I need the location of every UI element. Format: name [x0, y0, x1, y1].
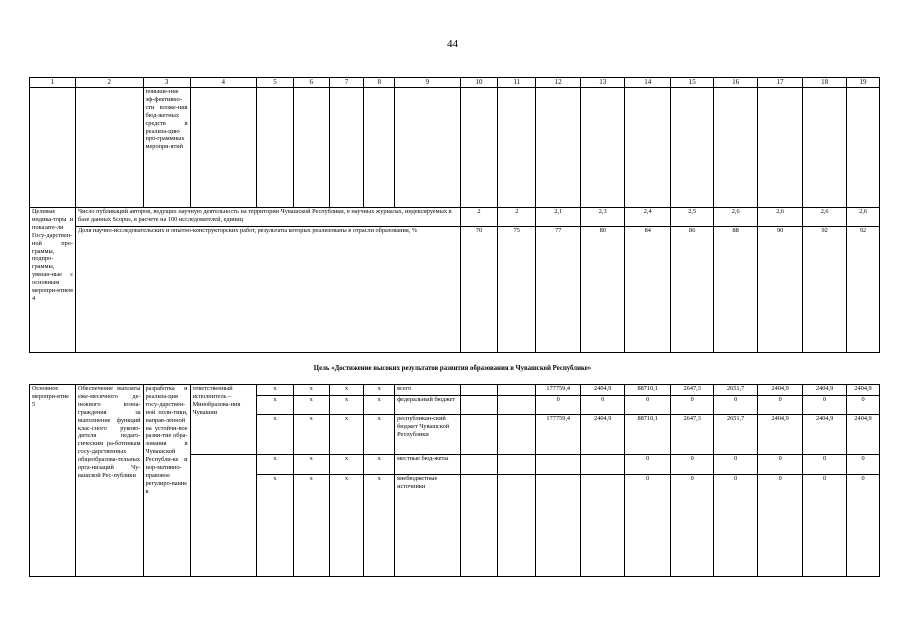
- header-cell: 10: [460, 78, 498, 88]
- indicator-value: 92: [847, 227, 880, 353]
- finance-value: 0: [714, 455, 758, 475]
- indicator-value: 2,1: [536, 208, 581, 227]
- x-mark: x: [293, 455, 329, 475]
- x-mark: x: [329, 475, 364, 577]
- indicator-value: 86: [671, 227, 714, 353]
- indicator-value: 2,6: [803, 208, 847, 227]
- x-mark: x: [293, 385, 329, 396]
- indicator-row: [30, 208, 880, 227]
- finance-value: 0: [581, 396, 625, 415]
- finance-value: 0: [847, 396, 880, 415]
- header-cell: 19: [847, 78, 880, 88]
- header-cell: 1: [30, 78, 76, 88]
- finance-value: 0: [536, 396, 581, 415]
- indicator-value: 80: [581, 227, 625, 353]
- x-mark: x: [329, 415, 364, 455]
- indicators-table: [29, 77, 880, 353]
- finance-value: 0: [671, 455, 714, 475]
- finance-value: [536, 455, 581, 475]
- finance-value: 0: [758, 475, 803, 577]
- header-cell: 4: [190, 78, 256, 88]
- activity-goal-link: разработка и реализа-ция госу-дарствен-ной поли-тики, направ-ленной на устойчи-вое разви-тие обра-зования в Чувашской Республи-ке и нор-мативно-правовое регулиро-вание в: [143, 385, 190, 577]
- header-cell: 5: [257, 78, 294, 88]
- finance-value: 2647,3: [671, 385, 714, 396]
- finance-value: 2404,9: [803, 385, 847, 396]
- header-cell: 15: [671, 78, 714, 88]
- indicator-value: 90: [758, 227, 803, 353]
- page-number: 44: [447, 38, 458, 50]
- indicator-value: 88: [714, 227, 758, 353]
- x-mark: x: [257, 415, 294, 455]
- activity-executor: ответственный исполнитель – Минобразова-ния Чувашии: [190, 385, 256, 455]
- indicator-value: 77: [536, 227, 581, 353]
- x-mark: x: [293, 415, 329, 455]
- finance-row: [30, 385, 880, 396]
- indicator-value: 70: [460, 227, 498, 353]
- header-cell: 6: [293, 78, 329, 88]
- header-cell: 14: [625, 78, 671, 88]
- finance-source: внебюджетные источники: [395, 475, 460, 577]
- finance-value: 2404,9: [847, 385, 880, 396]
- finance-source: республикан-ский бюджет Чувашской Республики: [395, 415, 460, 455]
- finance-value: 0: [758, 396, 803, 415]
- finance-value: 0: [847, 455, 880, 475]
- indicator-text: Доля научно-исследовательских и опытно-конструкторских работ, результаты которых реализованы в отрасли образования, %: [76, 227, 461, 353]
- finance-value: 0: [625, 475, 671, 577]
- x-mark: x: [293, 396, 329, 415]
- header-cell: 12: [536, 78, 581, 88]
- x-mark: x: [329, 385, 364, 396]
- header-cell: 9: [395, 78, 460, 88]
- finance-value: 0: [625, 396, 671, 415]
- finance-value: 2651,7: [714, 415, 758, 455]
- header-cell: 3: [143, 78, 190, 88]
- finance-value: 2647,3: [671, 415, 714, 455]
- finance-value: 0: [714, 475, 758, 577]
- indicator-value: 84: [625, 227, 671, 353]
- indicator-value: 2,4: [625, 208, 671, 227]
- finance-value: 88710,1: [625, 385, 671, 396]
- x-mark: x: [364, 455, 395, 475]
- header-cell: 11: [498, 78, 536, 88]
- x-mark: x: [364, 415, 395, 455]
- finance-value: 2404,9: [803, 415, 847, 455]
- finance-value: [581, 455, 625, 475]
- indicator-value: 2: [460, 208, 498, 227]
- finance-value: 0: [625, 455, 671, 475]
- finance-value: 0: [671, 475, 714, 577]
- x-mark: x: [257, 455, 294, 475]
- continuation-text: повыше-ние эф-фективно-сти вложе-ния бюд-жетных средств в реализа-цию про-граммных меропри-ятий: [143, 88, 190, 208]
- x-mark: x: [364, 396, 395, 415]
- finance-value: 0: [803, 475, 847, 577]
- header-cell: 2: [76, 78, 144, 88]
- finance-value: 0: [803, 396, 847, 415]
- finance-value: 2651,7: [714, 385, 758, 396]
- finance-value: [581, 475, 625, 577]
- activity-table: [29, 384, 880, 577]
- header-cell: 17: [758, 78, 803, 88]
- header-cell: 7: [329, 78, 364, 88]
- continuation-row: [30, 88, 880, 208]
- finance-value: [536, 475, 581, 577]
- indicator-value: 2,6: [758, 208, 803, 227]
- finance-value: 0: [803, 455, 847, 475]
- targets-label: Целевые индика-торы и показате-ли Госу-дарствен-ной про-граммы, подпро-граммы, увязан-ные с основным меропри-ятием 4: [30, 208, 76, 353]
- finance-value: 0: [847, 475, 880, 577]
- indicator-value: 2,6: [714, 208, 758, 227]
- header-row: [30, 78, 880, 88]
- finance-value: 177759,4: [536, 415, 581, 455]
- x-mark: x: [257, 396, 294, 415]
- header-cell: 8: [364, 78, 395, 88]
- indicator-value: 2,6: [847, 208, 880, 227]
- x-mark: x: [257, 385, 294, 396]
- finance-value: 177759,4: [536, 385, 581, 396]
- header-cell: 18: [803, 78, 847, 88]
- finance-value: 88710,1: [625, 415, 671, 455]
- activity-description: Обеспечение выплаты еже-месячного де-нежного возна-граждения за выполнение функций клас-сного руково-дителя педаго-гическим ра-ботникам госу-дарственных общеобразова-тельных орга-низаций Чу-вашской Рес-публики: [76, 385, 144, 577]
- finance-value: 0: [671, 396, 714, 415]
- activity-name: Основное меропри-ятие 5: [30, 385, 76, 577]
- indicator-value: 2,5: [671, 208, 714, 227]
- indicator-value: 2,3: [581, 208, 625, 227]
- finance-source: всего: [395, 385, 460, 396]
- x-mark: x: [293, 475, 329, 577]
- finance-value: 2404,9: [758, 415, 803, 455]
- finance-source: местные бюд-жеты: [395, 455, 460, 475]
- finance-value: 0: [758, 455, 803, 475]
- finance-source: федеральный бюджет: [395, 396, 460, 415]
- indicator-value: 2: [498, 208, 536, 227]
- finance-value: 0: [714, 396, 758, 415]
- indicator-row: [30, 227, 880, 353]
- x-mark: x: [329, 396, 364, 415]
- indicator-text: Число публикаций авторов, ведущих научную деятельность на территории Чувашской Республики, в научных журналах, индексируемых в базе данных Scopus, в расчете на 100 исследователей, единиц: [76, 208, 461, 227]
- header-cell: 16: [714, 78, 758, 88]
- indicator-value: 75: [498, 227, 536, 353]
- finance-value: 2404,9: [847, 415, 880, 455]
- finance-value: 2404,9: [758, 385, 803, 396]
- x-mark: x: [329, 455, 364, 475]
- x-mark: x: [364, 385, 395, 396]
- x-mark: x: [257, 475, 294, 577]
- x-mark: x: [364, 475, 395, 577]
- finance-value: 2404,9: [581, 385, 625, 396]
- goal-title: Цель «Достижение высоких результатов развития образования в Чувашской Республике»: [313, 365, 592, 372]
- finance-value: 2404,9: [581, 415, 625, 455]
- header-cell: 13: [581, 78, 625, 88]
- indicator-value: 92: [803, 227, 847, 353]
